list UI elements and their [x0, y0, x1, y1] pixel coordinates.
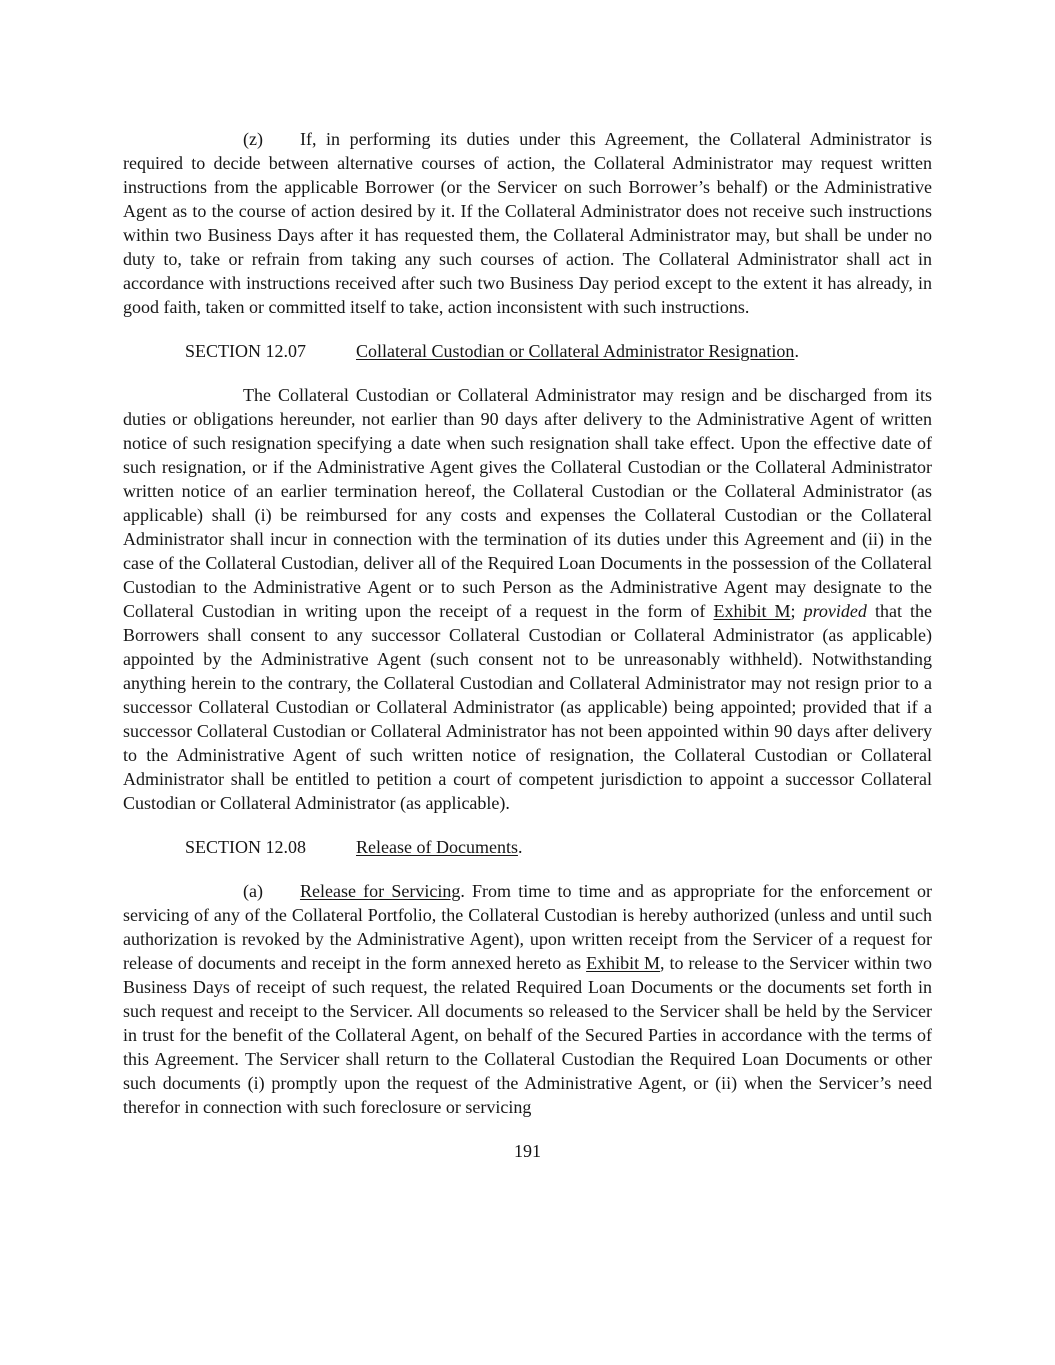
- page-number: 191: [514, 1141, 541, 1161]
- clause-a-label: (a): [243, 881, 263, 901]
- resignation-text-2: ;: [790, 601, 804, 621]
- paragraph-a: [123, 879, 932, 1119]
- exhibit-m-reference: Exhibit M: [713, 601, 791, 621]
- section-12-08-heading: [123, 835, 932, 859]
- clause-z-label: (z): [243, 129, 263, 149]
- exhibit-m-reference: Exhibit M: [586, 953, 661, 973]
- section-12-08-title: Release of Documents: [356, 837, 518, 857]
- section-12-08-period: .: [517, 837, 523, 857]
- section-12-08-number: SECTION 12.08: [185, 837, 306, 857]
- section-12-07-title: Collateral Custodian or Collateral Administrator Resignation: [356, 341, 795, 361]
- clause-a-heading: Release for Servicing: [299, 881, 461, 901]
- release-text-1: . From time to time and as appropriate for the enforcement or servicing of any of the Collateral Portfolio, the Collateral Custodian is hereby authorized (unless and until such authorization is revoked by the Administrative Agent), upon written receipt from the Servicer of a request for release of documents and receipt in the form annexed hereto as: [123, 881, 932, 973]
- section-12-07-heading: [123, 339, 932, 363]
- section-12-07-period: .: [794, 341, 799, 361]
- resignation-text-1: The Collateral Custodian or Collateral Administrator may resign and be discharged from its duties or obligations hereunder, not earlier than 90 days after delivery to the Administrative Agent of written notice of such resignation specifying a date when such resignation shall take effect. Upon the effective date of such resignation, or if the Administrative Agent gives the Collateral Custodian or the Collateral Administrator written notice of an earlier termination hereof, the Collateral Custodian or the Collateral Administrator (as applicable) shall (i) be reimbursed for any costs and expenses the Collateral Custodian or the Collateral Administrator shall incur in connection with the termination of its duties under this Agreement and (ii) in the case of the Collateral Custodian, deliver all of the Required Loan Documents in the possession of the Collateral Custodian to the Administrative Agent or to such Person as the Administrative Agent may designate to the Collateral Custodian in writing upon the receipt of a request in the form of: [123, 385, 932, 621]
- section-12-07-number: SECTION 12.07: [185, 341, 306, 361]
- proviso-term: provided: [803, 601, 867, 621]
- paragraph-z: [123, 127, 932, 319]
- clause-z-text: If, in performing its duties under this Agreement, the Collateral Administrator is required to decide between alternative courses of action, the Collateral Administrator may request written instructions from the applicable Borrower (or the Servicer on such Borrower’s behalf) or the Administrative Agent as to the course of action desired by it. If the Collateral Administrator does not receive such instructions within two Business Days after it has requested them, the Collateral Administrator may, but shall be under no duty to, take or refrain from taking any such courses of action. The Collateral Administrator shall act in accordance with instructions received after such two Business Day period except to the extent it has already, in good faith, taken or committed itself to take, action inconsistent with such instructions.: [123, 129, 932, 317]
- resignation-text-3: that the Borrowers shall consent to any successor Collateral Custodian or Collateral Administrator (as applicable) appointed by the Administrative Agent (such consent not to be unreasonably withheld). Notwithstanding anything herein to the contrary, the Collateral Custodian and Collateral Administrator may not resign prior to a successor Collateral Custodian or Collateral Administrator (as applicable) being appointed; provided that if a successor Collateral Custodian or Collateral Administrator has not been appointed within 90 days after delivery to the Administrative Agent of such written notice of resignation, the Collateral Custodian or Collateral Administrator shall be entitled to petition a court of competent jurisdiction to appoint a successor Collateral Custodian or Collateral Administrator (as applicable).: [123, 601, 932, 813]
- paragraph-12-07-body: [123, 383, 932, 815]
- release-text-2: , to release to the Servicer within two Business Days of receipt of such request, the related Required Loan Documents or the documents set forth in such request and receipt to the Servicer. All documents so released to the Servicer shall be held by the Servicer in trust for the benefit of the Collateral Agent, on behalf of the Secured Parties in accordance with the terms of this Agreement. The Servicer shall return to the Collateral Custodian the Required Loan Documents or other such documents (i) promptly upon the request of the Administrative Agent, or (ii) when the Servicer’s need therefor in connection with such foreclosure or servicing: [123, 953, 932, 1117]
- page-footer: [123, 1139, 932, 1163]
